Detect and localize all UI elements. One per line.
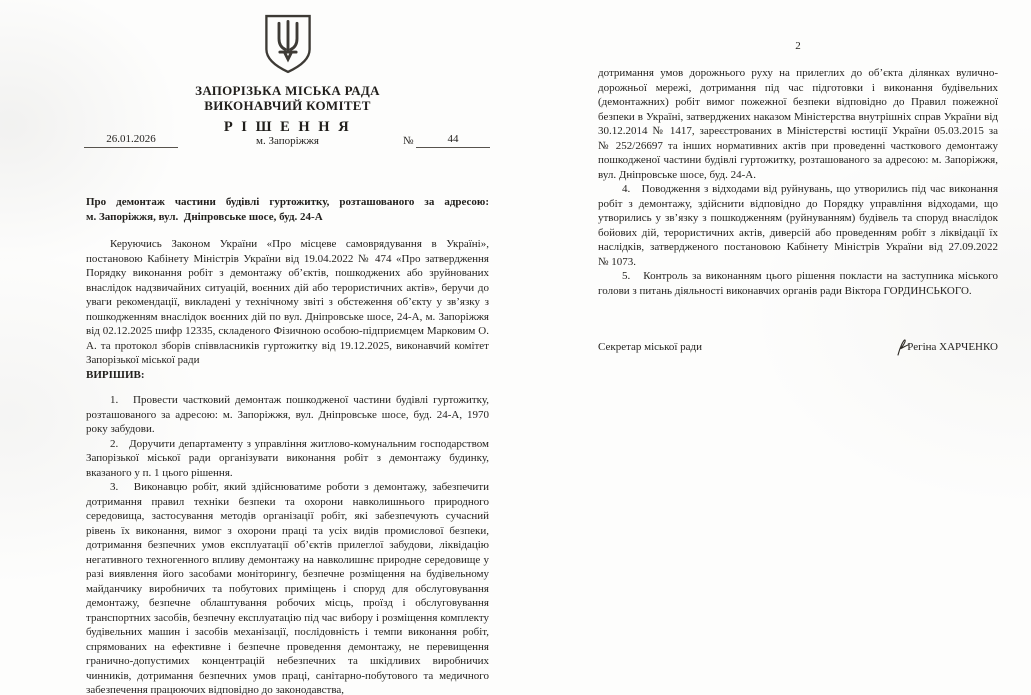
spacer bbox=[86, 382, 489, 393]
org-name: ЗАПОРІЗЬКА МІСЬКА РАДА bbox=[195, 83, 380, 98]
resolution-item-3-continuation: дотримання умов дорожнього руху на прилеглих до об’єкта ділянках вулично-дорожньої мережі, дотримання під час підготовки і виконання будівельних (демонтажних) робіт вимог пожежної безпеки відповідно до Правил пожежної безпеки в Україні, затверджених наказом Міністерства внутрішніх справ України від 30.12.2014 № 1417, зареєстрованих в Міністерстві юстиції України 05.03.2015 за № 252/26697 та інших нормативних актів при проведенні часткового демонтажу пошкодженої частини будівлі гуртожитку, розташованого за адресою: м. Запоріжжя, вул. Дніпровське шосе, буд. 24-А. bbox=[598, 67, 998, 181]
doc-number-field: 44 bbox=[416, 133, 490, 148]
resolved-label: ВИРІШИВ: bbox=[86, 368, 145, 381]
page-number: 2 bbox=[795, 40, 801, 52]
doc-meta-row bbox=[86, 133, 489, 151]
doc-subject-line1: Про демонтаж частини будівлі гуртожитку, розташованого за адресою: bbox=[86, 196, 489, 208]
page-2 bbox=[598, 0, 998, 355]
doc-number-label: № bbox=[403, 135, 414, 147]
doc-place: м. Запоріжжя bbox=[256, 135, 319, 147]
letterhead bbox=[86, 0, 489, 151]
resolution-item-3: 3. Виконавцю робіт, який здійснюватиме роботи з демонтажу, забезпечити дотримання правил техніки безпеки та охорони навколишнього природного середовища, застосування методів організації робіт, які забезпечують сучасний рівень їх виконання, вимог з охорони праці та усіх видів промислової безпеки, дотримання безпечних умов експлуатації об’єктів прилеглої забудови, ліквідацію негативного техногенного впливу демонтажу на навколишнє природне середовище у разі виявлення його засобами моніторингу, безпечне розміщення на будівельному майданчику виробничих та побутових приміщень і споруд для обслуговування демонтажу, безпечне облаштування робочих місць, проїзд і обслуговування транспортних засобів, безпечну експлуатацію під час вибору і розміщення комплекту будівельних машин і засобів механізації, послідовність і темпи виконання робіт, спрямованих на ефективне і безпечне проведення демонтажу, не перевищення гранично-допустимих концентрацій небезпечних та шкідливих виробничих чинників, дотримання безпечних умов праці, санітарно-побутового та медичного забезпечення працюючих відповідно до законодавства, bbox=[86, 481, 489, 695]
doc-date-field: 26.01.2026 bbox=[84, 133, 178, 148]
org-dept: ВИКОНАВЧИЙ КОМІТЕТ bbox=[204, 97, 371, 113]
emblem-wrap bbox=[86, 0, 489, 75]
signer-name-block bbox=[897, 340, 998, 355]
doc-preamble: Керуючись Законом України «Про місцеве самоврядування в Україні», постановою Кабінету Міністрів України від 19.04.2022 № 474 «Про затвердження Порядку виконання робіт з демонтажу об’єктів, пошкоджених або зруйнованих внаслідок надзвичайних ситуацій, воєнних дій або терористичних актів», беручи до уваги рекомендації, викладені у технічному звіті з обстеження об’єкту у зв’язку з пошкодженням внаслідок воєнних дій по вул. Дніпровське шосе, 24-А, м. Запоріжжя від 02.12.2025 шифр 12335, складеного Фізичною особою-підприємцем Марковим О. А. та протокол зборів співвласників гуртожитку від 19.12.2025, виконавчий комітет Запорізької міської ради bbox=[86, 238, 489, 366]
resolution-item-4: 4. Поводження з відходами від руйнувань, що утворились під час виконання робіт з демонтажу, здійснити відповідно до Порядку управління відходами, що утворились у зв’язку з пошкодженням (руйнуванням) будівель та споруд внаслідок бойових дій, терористичних актів, диверсій або проведенням робіт з ліквідації їх наслідків, затвердженого постановою Кабінету Міністрів України від 27.09.2022 № 1073. bbox=[598, 183, 998, 268]
handwritten-signature-mark-icon bbox=[895, 335, 911, 357]
signature-row bbox=[598, 340, 998, 355]
doc-subject-line2: м. Запоріжжя, вул. Дніпровське шосе, буд. 24-А bbox=[86, 210, 323, 223]
doc-type-title: Р І Ш Е Н Н Я bbox=[223, 119, 352, 135]
page-1 bbox=[86, 0, 489, 695]
resolution-item-2: 2. Доручити департаменту з управління житлово-комунальним господарством Запорізької міської ради організувати виконання робіт з демонтажу будинку, вказаного у п. 1 цього рішення. bbox=[86, 437, 489, 479]
signer-name: Регіна ХАРЧЕНКО bbox=[907, 341, 998, 353]
resolution-item-5: 5. Контроль за виконанням цього рішення покласти на заступника міського голови з питань діяльності виконавчих органів ради Віктора ГОРДИНСЬКОГО. bbox=[598, 270, 998, 297]
resolution-item-1: 1. Провести частковий демонтаж пошкодженої частини будівлі гуртожитку, розташованого за адресою: м. Запоріжжя, вул. Дніпровське шосе, буд. 24-А, 1970 року забудови. bbox=[86, 394, 489, 435]
signer-title: Секретар міської ради bbox=[598, 341, 703, 353]
doc-subject bbox=[86, 195, 489, 224]
ukraine-trident-emblem-icon bbox=[261, 13, 315, 75]
